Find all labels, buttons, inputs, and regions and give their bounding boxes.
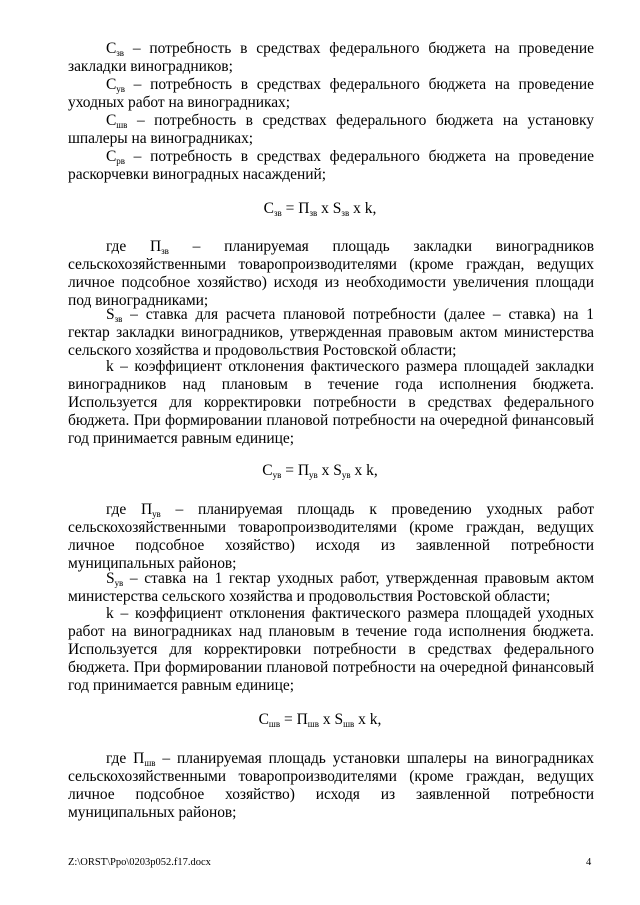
explanation-k-zv: k – коэффициент отклонения фактического размера площадей закладки виноградников над плановым в течение года исполнения бюджета. Используется для корректировки потребности в средствах федерального бюджета. При формировании плановой потребности на очередной финансовый год принимается равным единице; [68,358,594,447]
formula-c-zv: $С_{зв} = П_{зв}$ х $S_{зв}$ х k, [263,200,377,218]
explanation-k-uv: k – коэффициент отклонения фактического размера площадей уходных работ на виноградниках над плановым в течение года исполнения бюджета. Используется для корректировки потребности в средствах федерального бюджета. При формировании плановой потребности на очередной финансовый год принимается равным единице; [68,605,594,694]
explanation-s-uv: $S_{ув}$ – ставка на 1 гектар уходных работ, утвержденная правовым актом министерства сельского хозяйства и продовольствия Ростовской области; [68,570,594,605]
explanation-p-zv: где $П_{зв}$ – планируемая площадь закладки виноградников сельскохозяйственными товаропроизводителями (кроме граждан, ведущих личное подсобное хозяйство) исходя из необходимости увеличения площади под виноградниками; [68,238,594,309]
definition-c-rv: $С_{рв}$ – потребность в средствах федерального бюджета на проведение раскорчевки виноградных насаждений; [68,148,594,183]
page-number: 4 [586,857,592,868]
definition-c-uv: $С_{ув}$ – потребность в средствах федерального бюджета на проведение уходных работ на виноградниках; [68,76,594,111]
explanation-p-shv: где $П_{шв}$ – планируемая площадь установки шпалеры на виноградниках сельскохозяйственными товаропроизводителями (кроме граждан, ведущих личное подсобное хозяйство) исходя из заявленной потребности муниципальных районов; [68,750,595,821]
definition-c-shv: $С_{шв}$ – потребность в средствах федерального бюджета на установку шпалеры на виноградниках; [68,112,594,147]
definition-c-zv: $С_{зв}$ – потребность в средствах федерального бюджета на проведение закладки виноградников; [68,40,594,75]
formula-c-uv: $С_{ув} = П_{ув}$ х $S_{ув}$ х k, [262,462,378,480]
file-path: Z:\ORST\Ppo\0203p052.f17.docx [68,857,211,868]
formula-c-shv: $С_{шв} = П_{шв}$ х $S_{шв}$ х k, [258,711,382,729]
explanation-s-zv: $S_{зв}$ – ставка для расчета плановой потребности (далее – ставка) на 1 гектар закладки виноградников, утвержденная правовым актом министерства сельского хозяйства и продовольствия Ростовской области; [68,306,594,359]
explanation-p-uv: где $П_{ув}$ – планируемая площадь к проведению уходных работ сельскохозяйственными товаропроизводителями (кроме граждан, ведущих личное подсобное хозяйство) исходя из заявленной потребности муниципальных районов; [68,501,595,572]
